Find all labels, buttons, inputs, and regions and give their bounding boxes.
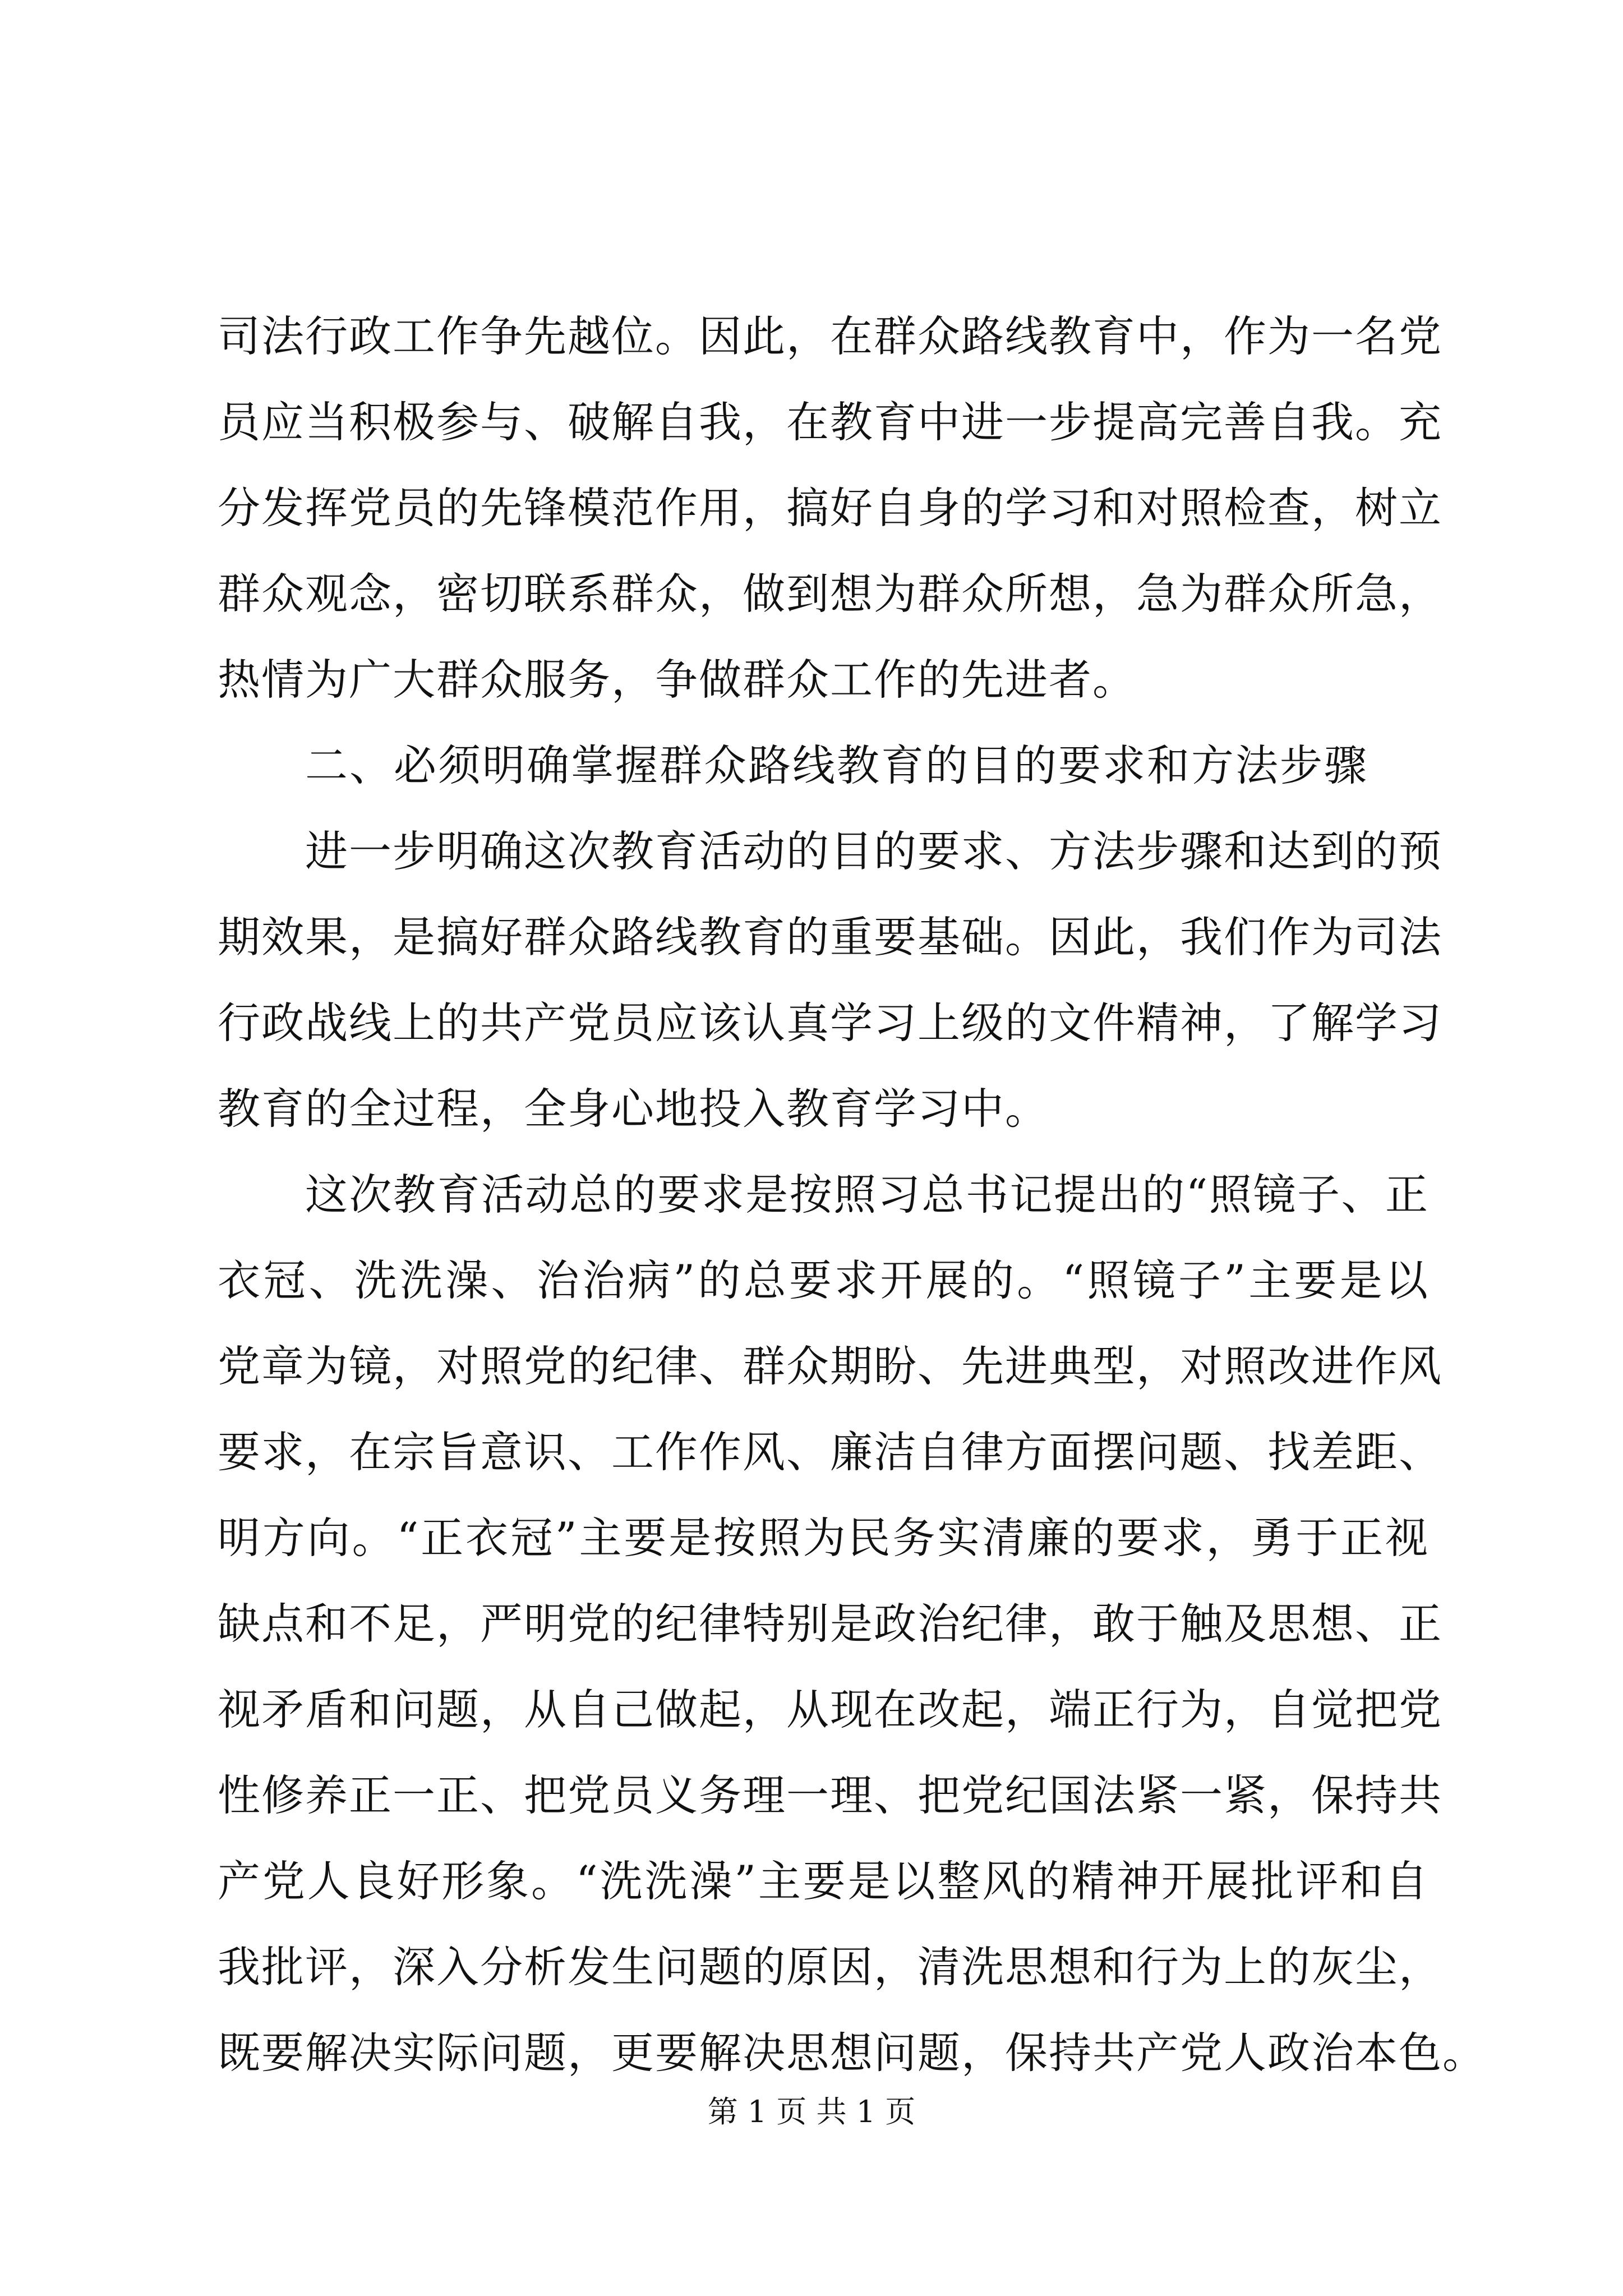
paragraph-line: 教育的全过程，全身心地投入教育学习中。 bbox=[218, 1084, 1049, 1134]
paragraph-line: 性修养正一正、把党员义务理一理、把党纪国法紧一紧，保持共 bbox=[218, 1770, 1442, 1820]
paragraph-line: 明方向。“正衣冠”主要是按照为民务实清廉的要求，勇于正视 bbox=[218, 1513, 1429, 1563]
paragraph-line: 员应当积极参与、破解自我，在教育中进一步提高完善自我。充 bbox=[218, 397, 1442, 447]
paragraph-line: 视矛盾和问题，从自己做起，从现在改起，端正行为，自觉把党 bbox=[218, 1685, 1442, 1734]
paragraph-line: 党章为镜，对照党的纪律、群众期盼、先进典型，对照改进作风 bbox=[218, 1341, 1442, 1391]
paragraph-line: 群众观念，密切联系群众，做到想为群众所想，急为群众所急， bbox=[218, 569, 1442, 619]
paragraph-line: 缺点和不足，严明党的纪律特别是政治纪律，敢于触及思想、正 bbox=[218, 1599, 1442, 1649]
paragraph-line: 期效果，是搞好群众路线教育的重要基础。因此，我们作为司法 bbox=[218, 912, 1442, 962]
page-number-footer: 第 1 页 共 1 页 bbox=[707, 2094, 916, 2129]
paragraph-line: 产党人良好形象。“洗洗澡”主要是以整风的精神开展批评和自 bbox=[218, 1856, 1429, 1906]
section-heading: 二、必须明确掌握群众路线教育的目的要求和方法步骤 bbox=[305, 740, 1368, 790]
paragraph-line: 我批评，深入分析发生问题的原因，清洗思想和行为上的灰尘， bbox=[218, 1942, 1442, 1992]
paragraph-line: 进一步明确这次教育活动的目的要求、方法步骤和达到的预 bbox=[305, 826, 1442, 876]
paragraph-line: 热情为广大群众服务，争做群众工作的先进者。 bbox=[218, 655, 1136, 705]
paragraph-line: 分发挥党员的先锋模范作用，搞好自身的学习和对照检查，树立 bbox=[218, 483, 1442, 533]
paragraph-line: 行政战线上的共产党员应该认真学习上级的文件精神，了解学习 bbox=[218, 998, 1442, 1048]
paragraph-line: 衣冠、洗洗澡、治治病”的总要求开展的。“照镜子”主要是以 bbox=[218, 1255, 1429, 1305]
paragraph-line: 既要解决实际问题，更要解决思想问题，保持共产党人政治本色。 bbox=[218, 2028, 1486, 2078]
paragraph-line: 这次教育活动总的要求是按照习总书记提出的“照镜子、正 bbox=[305, 1170, 1429, 1220]
paragraph-line: 要求，在宗旨意识、工作作风、廉洁自律方面摆问题、找差距、 bbox=[218, 1427, 1442, 1477]
paragraph-line: 司法行政工作争先越位。因此，在群众路线教育中，作为一名党 bbox=[218, 311, 1442, 361]
